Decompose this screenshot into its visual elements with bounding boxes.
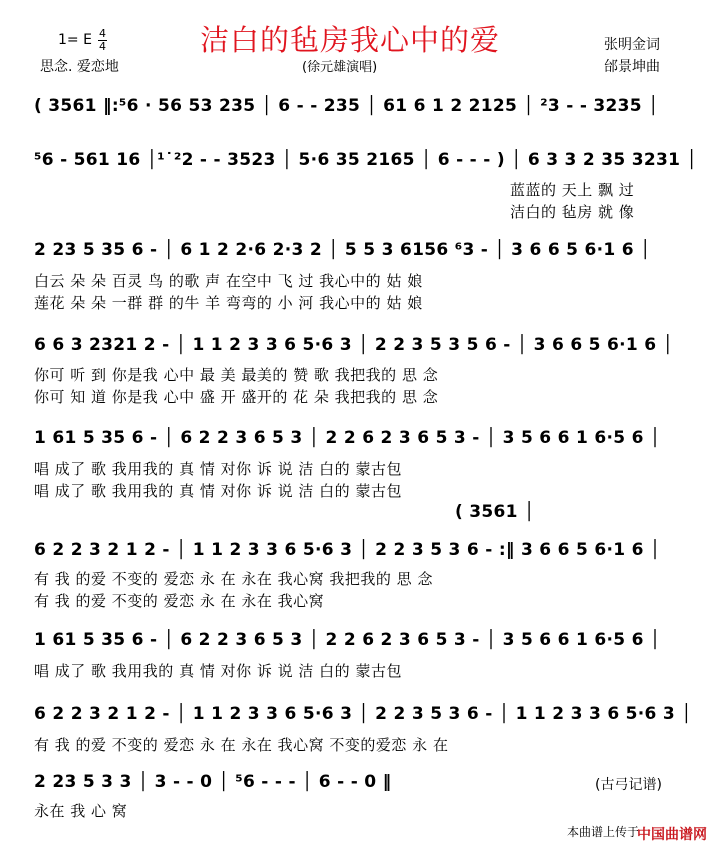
lyrics-row-3-verse-2: 莲花 朵 朵 一群 群 的牛 羊 弯弯的 小 河 我心中的 姑 娘 (34, 294, 423, 312)
lyrics-row-5-verse-1: 唱 成了 歌 我用我的 真 情 对你 诉 说 洁 白的 蒙古包 (34, 460, 402, 478)
lyrics-row-3-verse-1: 白云 朵 朵 百灵 鸟 的歌 声 在空中 飞 过 我心中的 姑 娘 (34, 272, 423, 290)
notation-row-4: 6 6 3 2321 2 - │ 1 1 2 3 3 6 5·6 3 │ 2 2 3 5 3 5 6 - │ 3 6 6 5 6·1 6 │ (34, 335, 674, 355)
lyrics-row-2-verse-2: 洁白的 毡房 就 像 (510, 203, 635, 221)
time-signature-top: 4 (99, 27, 106, 40)
singer-credit: (徐元雄演唱) (302, 60, 378, 75)
upload-credit: 本曲谱上传于 (566, 825, 639, 839)
lyrics-row-2-verse-1: 蓝蓝的 天上 飘 过 (510, 181, 635, 199)
lyrics-row-6-verse-1: 有 我 的爱 不变的 爱恋 永 在 永在 我心窝 我把我的 思 念 (34, 570, 433, 588)
lyrics-row-9-verse-1: 永在 我 心 窝 (34, 802, 128, 820)
site-logo: 中国曲谱网 (637, 827, 707, 843)
song-title: 洁白的毡房我心中的爱 (200, 23, 501, 57)
notation-source: (古弓记谱) (595, 777, 662, 793)
notation-row-5: 1 61 5 35 6 - │ 6 2 2 3 6 5 3 │ 2 2 6 2 3 6 5 3 - │ 3 5 6 6 1 6·5 6 │ (34, 428, 661, 448)
composer-credit: 邰景坤曲 (604, 59, 660, 75)
notation-row-1: ( 3561 ‖:⁵6 · 56 53 235 │ 6 - - 235 │ 61 6 1 2 2125 │ ²3 - - 3235 │ (34, 96, 659, 116)
time-signature (98, 28, 107, 52)
notation-row-7: 1 61 5 35 6 - │ 6 2 2 3 6 5 3 │ 2 2 6 2 3 6 5 3 - │ 3 5 6 6 1 6·5 6 │ (34, 630, 661, 650)
lyricist-credit: 张明金词 (604, 37, 660, 53)
notation-row-8: 6 2 2 3 2 1 2 - │ 1 1 2 3 3 6 5·6 3 │ 2 2 3 5 3 6 - │ 1 1 2 3 3 6 5·6 3 │ (34, 704, 692, 724)
lyrics-row-4-verse-1: 你可 听 到 你是我 心中 最 美 最美的 赞 歌 我把我的 思 念 (34, 366, 439, 384)
performance-mood: 思念. 爱恋地 (40, 59, 119, 75)
lyrics-row-7-verse-1: 唱 成了 歌 我用我的 真 情 对你 诉 说 洁 白的 蒙古包 (34, 662, 402, 680)
key-signature: 1= E (58, 32, 92, 48)
lyrics-row-8-verse-1: 有 我 的爱 不变的 爱恋 永 在 永在 我心窝 不变的爱恋 永 在 (34, 736, 449, 754)
notation-row-2: ⁵6 - 561 16 │¹˙²2 - - 3523 │ 5·6 35 2165 │ 6 - - - ) │ 6 3 3 2 35 3231 │ (34, 150, 697, 170)
notation-row-3: 2 23 5 35 6 - │ 6 1 2 2·6 2·3 2 │ 5 5 3 6156 ⁶3 - │ 3 6 6 5 6·1 6 │ (34, 240, 651, 260)
time-signature-bottom: 4 (99, 40, 106, 53)
lyrics-row-5-verse-2: 唱 成了 歌 我用我的 真 情 对你 诉 说 洁 白的 蒙古包 (34, 482, 402, 500)
lyrics-row-4-verse-2: 你可 知 道 你是我 心中 盛 开 盛开的 花 朵 我把我的 思 念 (34, 388, 439, 406)
notation-row-6: 6 2 2 3 2 1 2 - │ 1 1 2 3 3 6 5·6 3 │ 2 2 3 5 3 6 - :‖ 3 6 6 5 6·1 6 │ (34, 540, 661, 560)
notation-row-9: 2 23 5 3 3 │ 3 - - 0 │ ⁵6 - - - │ 6 - - 0 ‖ (34, 772, 392, 792)
lyrics-row-6-verse-2: 有 我 的爱 不变的 爱恋 永 在 永在 我心窝 (34, 592, 325, 610)
notation-interlude: ( 3561 │ (455, 502, 535, 522)
